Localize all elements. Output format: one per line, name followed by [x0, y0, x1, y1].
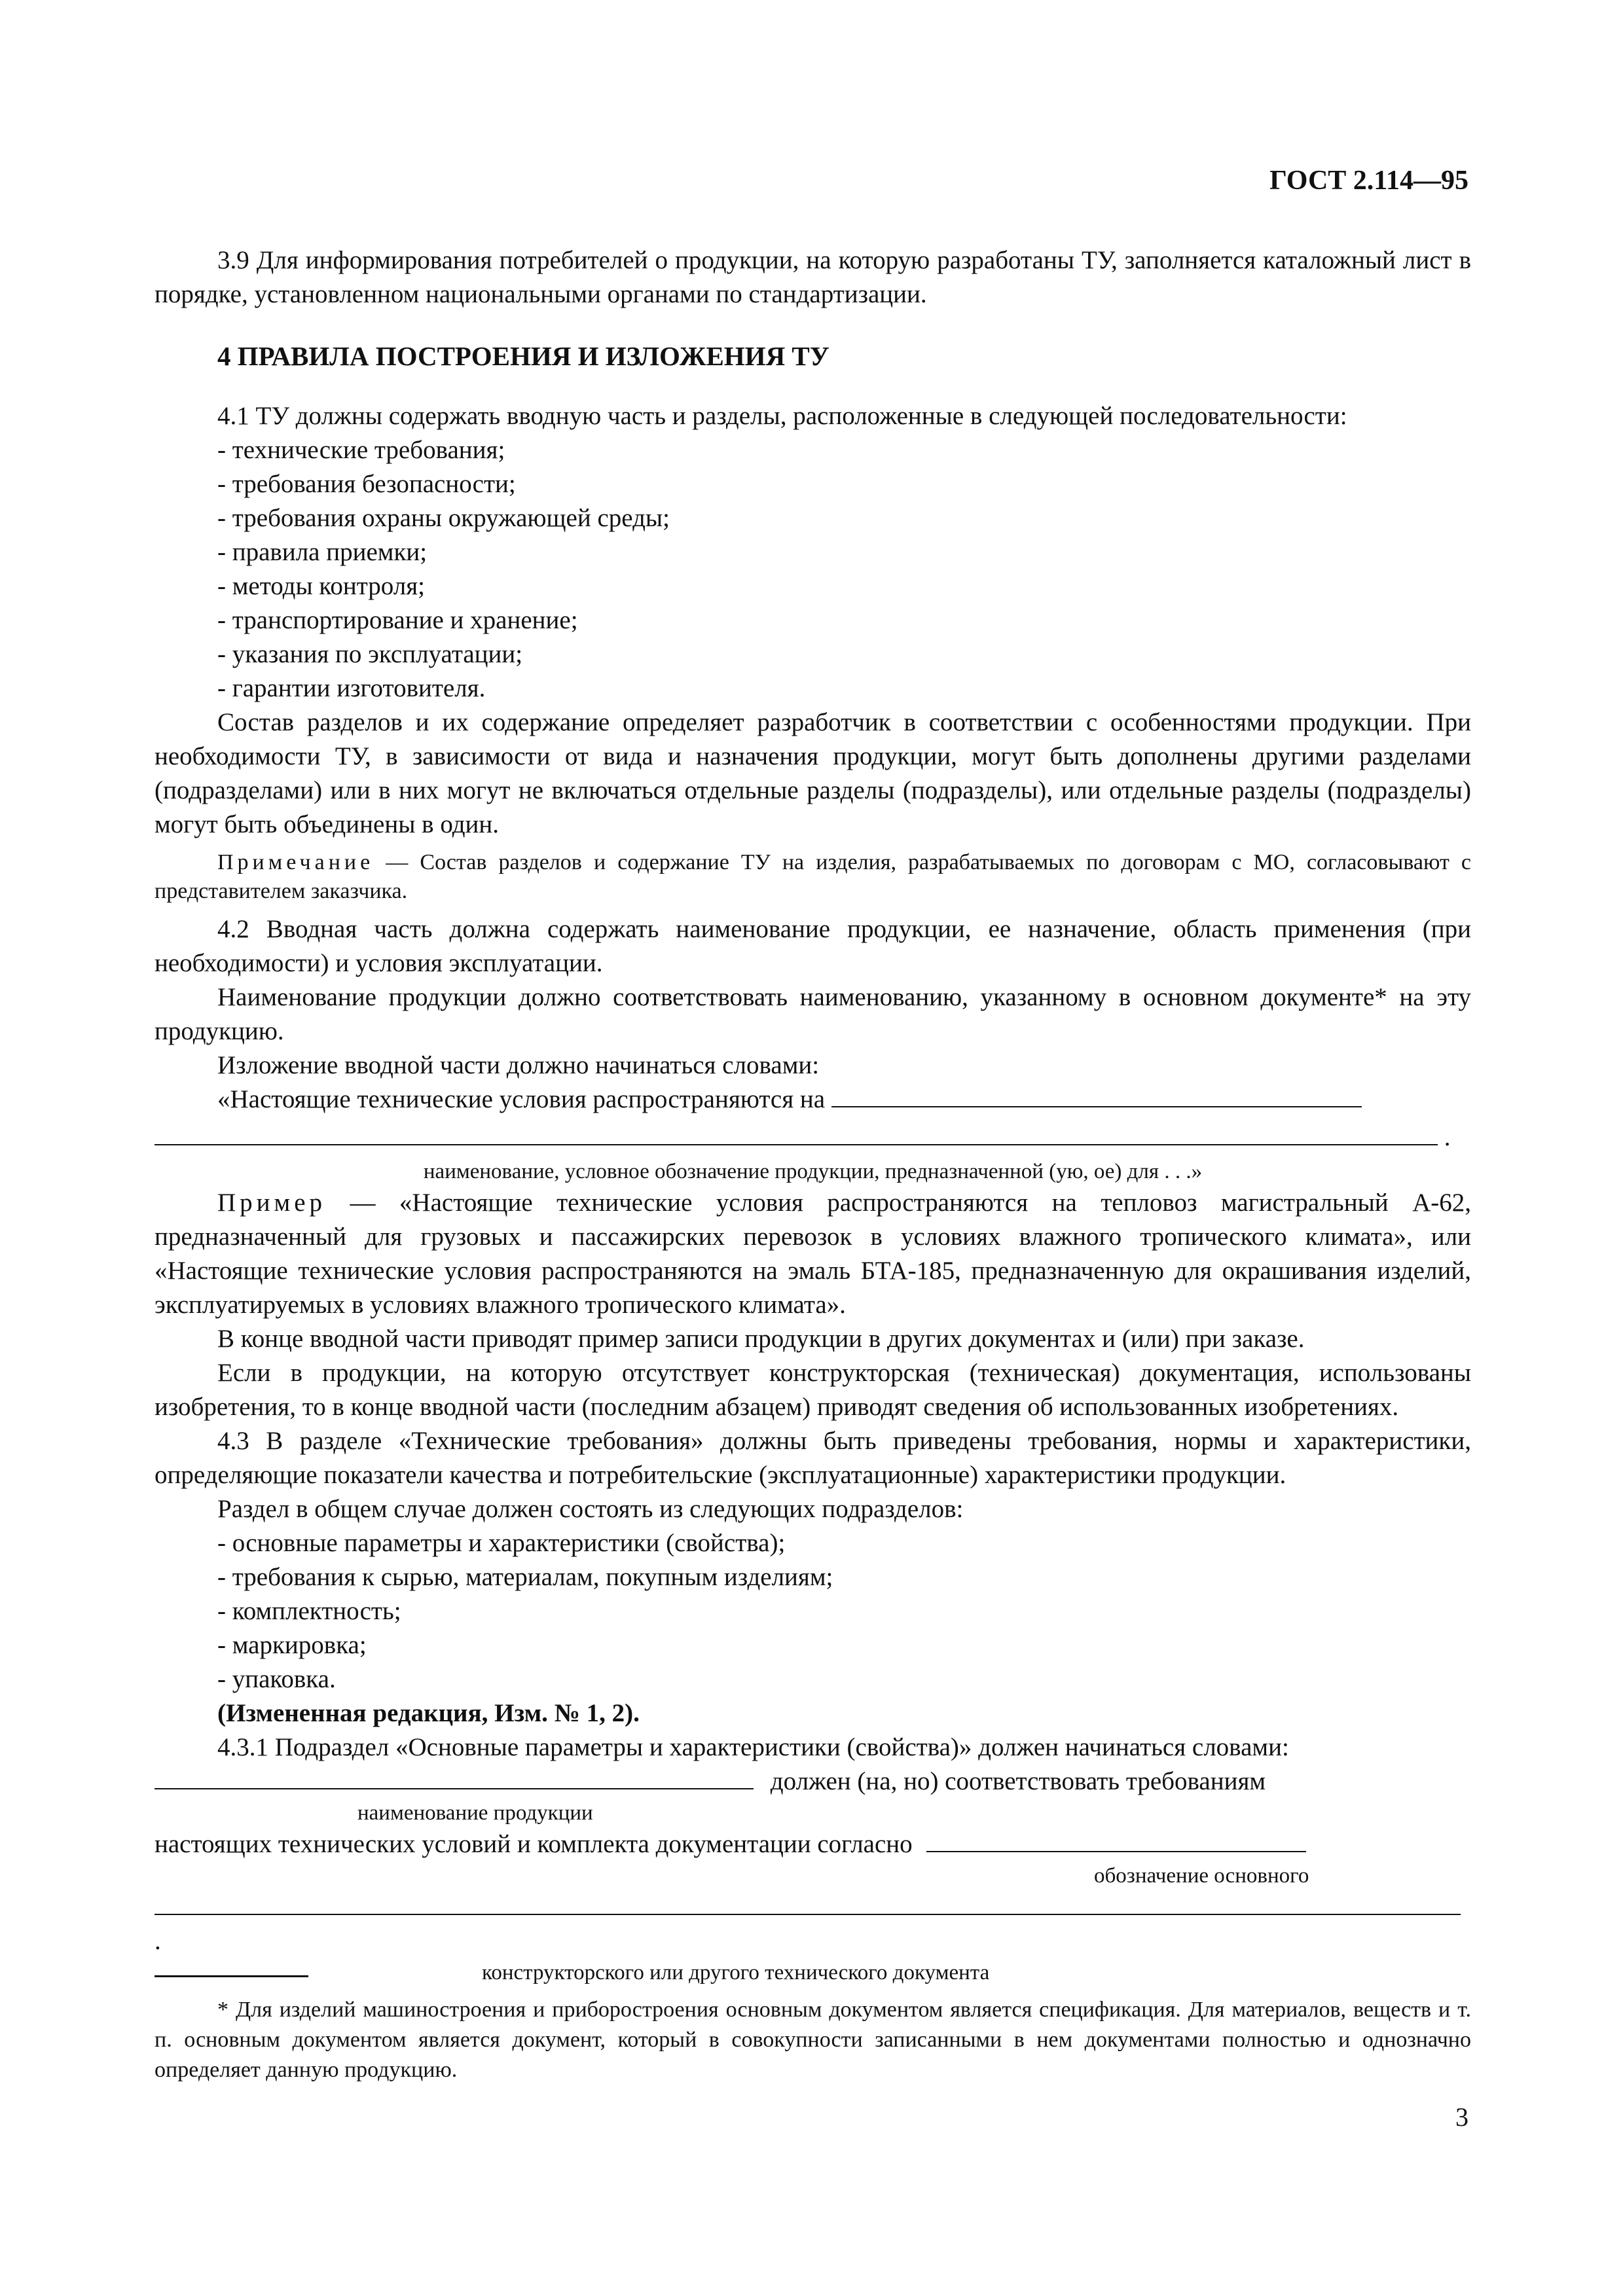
list-item: - методы контроля;	[217, 572, 426, 600]
example-label: Пример	[217, 1189, 327, 1217]
blank-line	[926, 1827, 1306, 1852]
paragraph-4-1-composition: Состав разделов и их содержание определяет разработчик в соответствии с особенностями продукции. При необходимости ТУ, в зависимости от вида и назначения продукции, могут быть дополнены другими разделами (подразделами) или в них могут не включаться отдельные разделы (подразделы), или отдельные разделы (подразделы) могут быть объединены в один.	[155, 708, 1471, 838]
list-item: - упаковка.	[217, 1665, 336, 1693]
paragraph-4-2-inventions: Если в продукции, на которую отсутствует конструкторская (техническая) документация, использованы изобретения, то в конце вводной части (последним абзацем) приводят сведения об использованных изобретениях.	[155, 1359, 1471, 1421]
example	[155, 1186, 1471, 1322]
blank-line	[155, 1121, 1438, 1145]
blank-line	[155, 1890, 1461, 1915]
list-4-3	[155, 1526, 1471, 1696]
list-item: - указания по эксплуатации;	[217, 640, 523, 668]
paragraph-4-1: 4.1 ТУ должны содержать вводную часть и разделы, расположенные в следующей последовательности:	[217, 402, 1347, 430]
template-line-2	[155, 1827, 1471, 1861]
list-item: - основные параметры и характеристики (свойства);	[217, 1529, 786, 1557]
note	[155, 848, 1471, 906]
document-code: ГОСТ 2.114—95	[1269, 166, 1468, 196]
list-item: - маркировка;	[217, 1631, 367, 1659]
list-item: - транспортирование и хранение;	[217, 606, 578, 634]
page-body	[155, 243, 1471, 2085]
example-text: — «Настоящие технические условия распространяются на тепловоз магистральный А-62, предназначенный для грузовых и пассажирских перевозок в условиях влажного тропического климата», или «Настоящие технические условия распространяются на эмаль БТА-185, предназначенную для окрашивания изделий, эксплуатируемых в условиях влажного тропического климата».	[155, 1189, 1471, 1319]
list-item: - технические требования;	[217, 436, 505, 464]
note-text: — Состав разделов и содержание ТУ на изделия, разрабатываемых по договорам с МО, согласовывают с представителем заказчика.	[155, 850, 1472, 903]
blank-caption: наименование, условное обозначение продукции, предназначенной (ую, ое) для . . .»	[423, 1160, 1203, 1183]
paragraph-4-2-intro: Изложение вводной части должно начинаться словами:	[217, 1051, 820, 1079]
paragraph-4-3: 4.3 В разделе «Технические требования» должны быть приведены требования, нормы и характеристики, определяющие показатели качества и потребительские (эксплуатационные) характеристики продукции.	[155, 1427, 1471, 1489]
paragraph-3-9: 3.9 Для информирования потребителей о продукции, на которую разработаны ТУ, заполняется каталожный лист в порядке, установленном национальными органами по стандартизации.	[155, 246, 1471, 308]
footnote-separator	[155, 1975, 308, 1977]
paragraph-4-2-name: Наименование продукции должно соответствовать наименованию, указанному в основном документе* на эту продукцию.	[155, 983, 1471, 1045]
list-item: - правила приемки;	[217, 538, 428, 566]
list-item: - гарантии изготовителя.	[217, 674, 486, 702]
template-line-1	[155, 1765, 1471, 1799]
paragraph-4-3-subsections: Раздел в общем случае должен состоять из следующих подразделов:	[217, 1495, 964, 1523]
phrase-start: «Настоящие технические условия распространяются на	[217, 1085, 826, 1113]
blank-line-row: .	[155, 1890, 1471, 1958]
paragraph-4-3-1: 4.3.1 Подраздел «Основные параметры и характеристики (свойства)» должен начинаться словами:	[217, 1733, 1289, 1761]
list-item: - требования охраны окружающей среды;	[217, 504, 670, 532]
blank-line	[831, 1083, 1362, 1107]
paragraph-4-2-phrase	[155, 1083, 1471, 1117]
footnote-separator-row	[155, 1958, 1471, 1987]
page-number: 3	[1455, 2102, 1468, 2132]
blank-caption: обозначение основного	[1094, 1864, 1309, 1888]
list-item: - комплектность;	[217, 1597, 401, 1625]
blank-caption: наименование продукции	[357, 1801, 593, 1825]
paragraph-4-2-order: В конце вводной части приводят пример записи продукции в других документах и (или) при заказе.	[217, 1325, 1305, 1353]
list-4-1	[155, 433, 1471, 706]
template-line-1-text: должен (на, но) соответствовать требованиям	[770, 1767, 1266, 1795]
blank-caption: конструкторского или другого технического документа	[482, 1961, 990, 1984]
list-item: - требования к сырью, материалам, покупным изделиям;	[217, 1563, 833, 1591]
blank-line	[155, 1765, 754, 1789]
list-item: - требования безопасности;	[217, 470, 516, 498]
footnote: * Для изделий машиностроения и приборостроения основным документом является спецификация. Для материалов, веществ и т. п. основным документом является документ, который в совокупности записанными в нем документами полностью и однозначно определяет данную продукцию.	[155, 1998, 1471, 2082]
paragraph-4-2: 4.2 Вводная часть должна содержать наименование продукции, ее назначение, область применения (при необходимости) и условия эксплуатации.	[155, 915, 1471, 977]
template-line-2-text: настоящих технических условий и комплекта документации согласно	[155, 1830, 913, 1858]
blank-line-row: .	[155, 1121, 1471, 1155]
section-heading-4: 4 ПРАВИЛА ПОСТРОЕНИЯ И ИЗЛОЖЕНИЯ ТУ	[217, 341, 830, 371]
amendment-note: (Измененная редакция, Изм. № 1, 2).	[217, 1699, 640, 1727]
note-label: Примечание	[217, 850, 374, 874]
